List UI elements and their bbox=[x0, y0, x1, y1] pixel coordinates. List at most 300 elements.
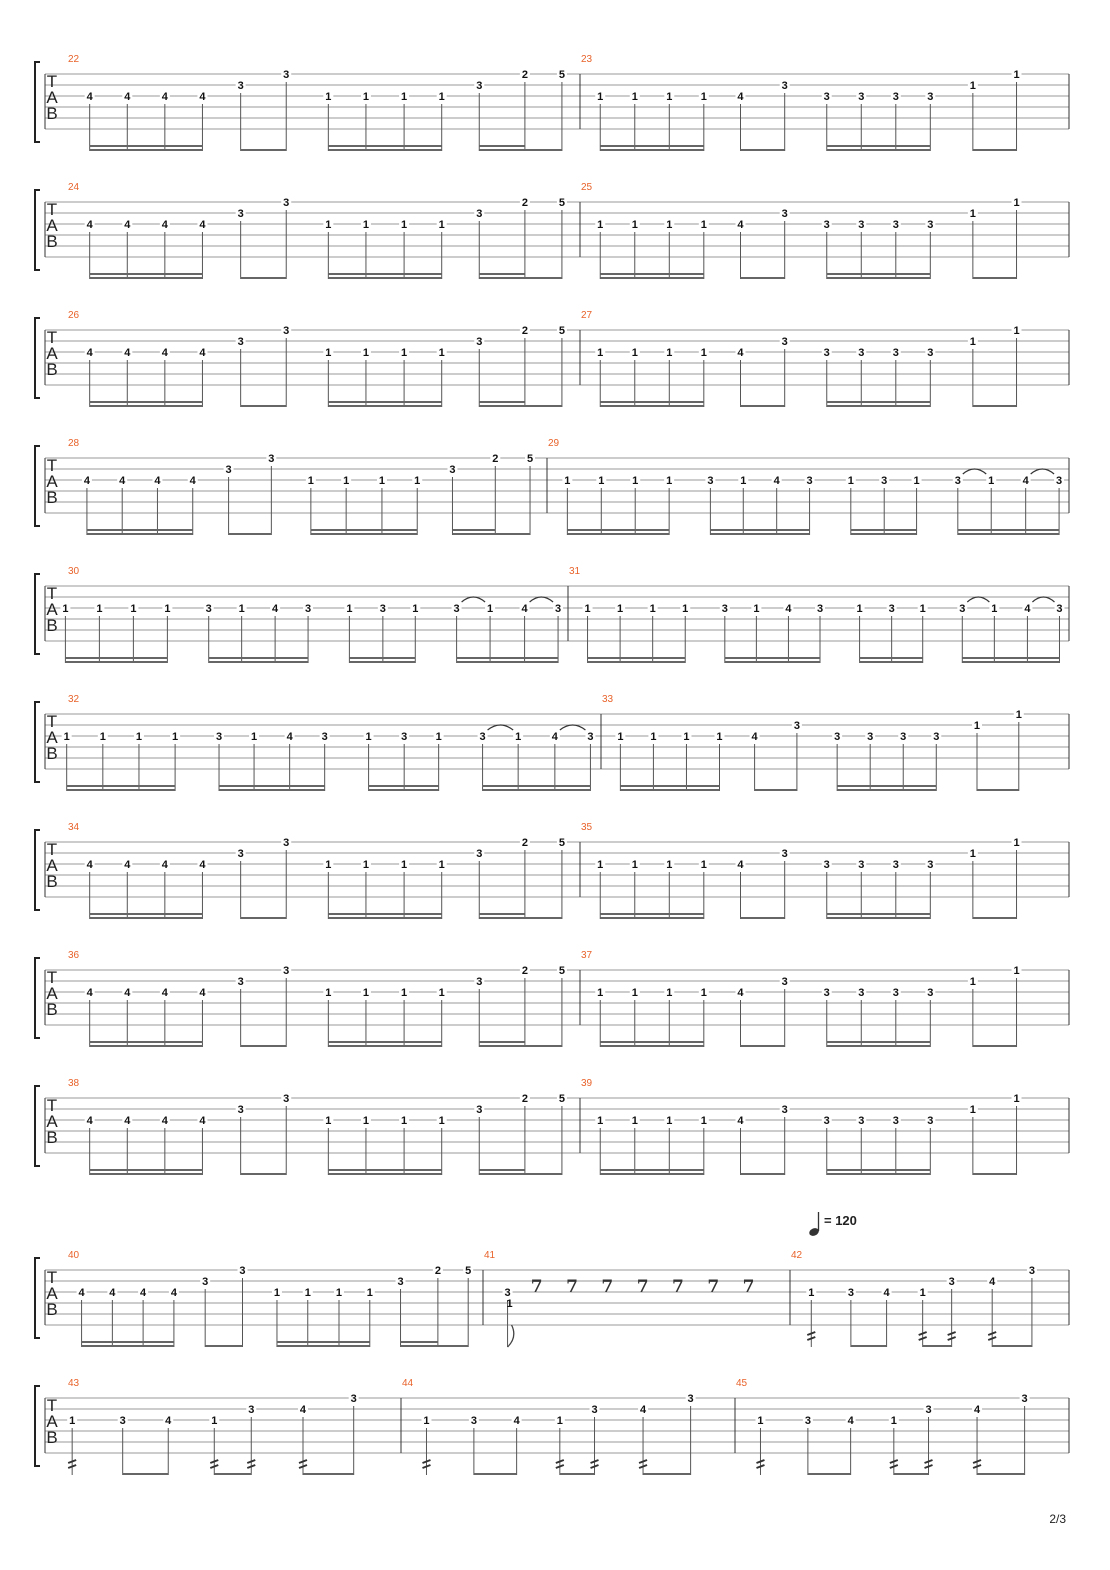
tab-clef-letter: A bbox=[46, 344, 58, 363]
fret-number: 1 bbox=[597, 859, 604, 871]
fret-number: 3 bbox=[858, 1115, 865, 1127]
fret-number: 1 bbox=[808, 1287, 815, 1299]
tab-system bbox=[35, 950, 1069, 1047]
beam bbox=[479, 1169, 525, 1171]
fret-number: 3 bbox=[350, 1393, 357, 1405]
beam bbox=[479, 405, 562, 407]
fret-number: 3 bbox=[858, 347, 865, 359]
tab-clef-letter: A bbox=[46, 1112, 58, 1131]
beam bbox=[479, 273, 525, 275]
fret-number: 3 bbox=[892, 1115, 899, 1127]
fret-number: 2 bbox=[521, 1093, 528, 1105]
fret-number: 3 bbox=[954, 475, 961, 487]
beam bbox=[479, 401, 525, 403]
fret-number: 3 bbox=[933, 731, 940, 743]
beam bbox=[725, 661, 820, 663]
fret-number: 3 bbox=[793, 720, 800, 732]
fret-number: 3 bbox=[858, 219, 865, 231]
measure-number: 34 bbox=[68, 822, 80, 833]
fret-number: 1 bbox=[913, 475, 920, 487]
tie bbox=[963, 469, 986, 474]
fret-number: 4 bbox=[199, 219, 206, 231]
fret-number: 3 bbox=[823, 219, 830, 231]
beam bbox=[710, 533, 809, 535]
fret-number: 3 bbox=[283, 325, 290, 337]
beam bbox=[241, 917, 287, 919]
beam bbox=[973, 277, 1017, 279]
beam bbox=[620, 789, 719, 791]
fret-number: 3 bbox=[1056, 603, 1063, 615]
beam bbox=[725, 657, 820, 659]
beam bbox=[328, 145, 441, 147]
fret-number: 1 bbox=[304, 1287, 311, 1299]
beam bbox=[600, 277, 704, 279]
fret-number: 1 bbox=[683, 731, 690, 743]
fret-number: 4 bbox=[124, 219, 131, 231]
fret-number: 5 bbox=[558, 197, 565, 209]
beam bbox=[219, 789, 325, 791]
eighth-rest-icon: 7 bbox=[636, 1277, 649, 1297]
fret-number: 3 bbox=[476, 208, 483, 220]
beam bbox=[328, 405, 441, 407]
beam bbox=[328, 149, 441, 151]
tab-system bbox=[35, 438, 1069, 535]
fret-number: 3 bbox=[379, 603, 386, 615]
fret-number: 1 bbox=[700, 219, 707, 231]
fret-number: 1 bbox=[973, 720, 981, 732]
tab-clef-letter: B bbox=[46, 872, 58, 891]
fret-number: 4 bbox=[551, 731, 558, 743]
tremolo-slash bbox=[807, 1332, 815, 1335]
measure-number: 30 bbox=[68, 566, 80, 577]
fret-number: 1 bbox=[666, 475, 673, 487]
beam bbox=[311, 533, 417, 535]
fret-number: 3 bbox=[470, 1415, 477, 1427]
fret-number: 1 bbox=[412, 603, 419, 615]
tab-clef-letter: A bbox=[46, 1412, 58, 1431]
beam bbox=[90, 277, 203, 279]
beam bbox=[827, 273, 931, 275]
beam bbox=[219, 785, 325, 787]
beam bbox=[851, 1345, 887, 1347]
tremolo-slash bbox=[890, 1465, 898, 1468]
fret-number: 1 bbox=[969, 1104, 976, 1116]
fret-number: 1 bbox=[438, 347, 445, 359]
beam bbox=[90, 1045, 203, 1047]
fret-number: 4 bbox=[1024, 603, 1031, 615]
fret-number: 1 bbox=[506, 1298, 513, 1310]
fret-number: 4 bbox=[737, 347, 744, 359]
system-bracket bbox=[35, 1086, 40, 1166]
fret-number: 3 bbox=[305, 603, 312, 615]
beam bbox=[740, 1045, 784, 1047]
beam bbox=[483, 789, 591, 791]
beam bbox=[483, 785, 591, 787]
beam bbox=[241, 277, 287, 279]
fret-number: 1 bbox=[362, 987, 370, 999]
fret-number: 3 bbox=[587, 731, 594, 743]
tab-clef-letter: T bbox=[46, 1268, 58, 1287]
tremolo-slash bbox=[591, 1465, 599, 1468]
beam bbox=[90, 1169, 203, 1171]
fret-number: 3 bbox=[237, 208, 244, 220]
fret-number: 3 bbox=[892, 91, 899, 103]
fret-number: 4 bbox=[299, 1404, 307, 1416]
fret-number: 4 bbox=[189, 475, 196, 487]
fret-number: 1 bbox=[438, 987, 445, 999]
measure-number: 36 bbox=[68, 950, 80, 961]
beam bbox=[588, 661, 686, 663]
fret-number: 3 bbox=[781, 1104, 788, 1116]
beam bbox=[479, 913, 525, 915]
fret-number: 1 bbox=[597, 91, 604, 103]
fret-number: 3 bbox=[781, 208, 788, 220]
beam bbox=[827, 277, 931, 279]
tab-clef-letter: A bbox=[46, 856, 58, 875]
system-bracket bbox=[35, 958, 40, 1038]
tremolo-slash bbox=[973, 1465, 981, 1468]
measure-number: 33 bbox=[602, 694, 614, 705]
tempo-mark bbox=[808, 1212, 857, 1237]
beam bbox=[90, 917, 203, 919]
beam bbox=[973, 1045, 1017, 1047]
beam bbox=[87, 533, 193, 535]
measure-number: 31 bbox=[569, 566, 581, 577]
fret-number: 1 bbox=[335, 1287, 343, 1299]
fret-number: 1 bbox=[597, 219, 604, 231]
fret-number: 3 bbox=[555, 603, 562, 615]
fret-number: 1 bbox=[401, 1115, 408, 1127]
beam bbox=[474, 1473, 517, 1475]
fret-number: 1 bbox=[172, 731, 179, 743]
tab-system bbox=[35, 1250, 1069, 1347]
beam bbox=[600, 149, 704, 151]
fret-number: 4 bbox=[737, 859, 744, 871]
fret-number: 4 bbox=[86, 859, 93, 871]
tremolo-slash bbox=[299, 1465, 307, 1468]
beam bbox=[303, 1473, 354, 1475]
tie bbox=[1032, 597, 1054, 602]
fret-number: 3 bbox=[397, 1276, 404, 1288]
fret-number: 1 bbox=[325, 1115, 332, 1127]
measure bbox=[484, 1250, 754, 1347]
fret-number: 3 bbox=[283, 965, 290, 977]
beam bbox=[328, 917, 441, 919]
beam bbox=[328, 1173, 441, 1175]
tremolo-slash bbox=[556, 1460, 564, 1463]
eighth-rest-icon: 7 bbox=[707, 1277, 720, 1297]
fret-number: 1 bbox=[96, 603, 103, 615]
fret-number: 4 bbox=[989, 1276, 996, 1288]
measure bbox=[68, 54, 567, 151]
fret-number: 2 bbox=[521, 837, 528, 849]
fret-number: 3 bbox=[283, 69, 290, 81]
fret-number: 3 bbox=[927, 1115, 934, 1127]
measure-number: 23 bbox=[581, 54, 593, 65]
fret-number: 1 bbox=[325, 91, 332, 103]
beam bbox=[401, 1345, 469, 1347]
measure bbox=[68, 1078, 567, 1175]
beam bbox=[827, 1173, 931, 1175]
fret-number: 4 bbox=[199, 347, 206, 359]
system-bracket bbox=[35, 702, 40, 782]
measure-number: 43 bbox=[68, 1378, 80, 1389]
fret-number: 1 bbox=[617, 603, 624, 615]
fret-number: 3 bbox=[823, 1115, 830, 1127]
tremolo-slash bbox=[210, 1465, 218, 1468]
beam bbox=[827, 149, 931, 151]
beam bbox=[90, 149, 203, 151]
fret-number: 1 bbox=[238, 603, 245, 615]
fret-number: 1 bbox=[487, 603, 494, 615]
beam bbox=[620, 785, 719, 787]
fret-number: 4 bbox=[124, 859, 131, 871]
beam bbox=[567, 533, 669, 535]
beam bbox=[241, 1045, 287, 1047]
fret-number: 1 bbox=[740, 475, 747, 487]
fret-number: 2 bbox=[434, 1265, 441, 1277]
tab-clef-letter: T bbox=[46, 1396, 58, 1415]
beam bbox=[600, 401, 704, 403]
measure bbox=[581, 822, 1022, 919]
fret-number: 5 bbox=[558, 325, 565, 337]
fret-number: 3 bbox=[823, 347, 830, 359]
beam bbox=[452, 529, 495, 531]
beam bbox=[90, 405, 203, 407]
fret-number: 1 bbox=[969, 848, 976, 860]
measure bbox=[68, 182, 567, 279]
fret-number: 1 bbox=[988, 475, 995, 487]
beam bbox=[90, 1041, 203, 1043]
beam bbox=[860, 661, 923, 663]
fret-number: 1 bbox=[69, 1415, 76, 1427]
beam bbox=[600, 273, 704, 275]
fret-number: 3 bbox=[888, 603, 895, 615]
fret-number: 4 bbox=[83, 475, 90, 487]
tremolo-slash bbox=[68, 1460, 76, 1463]
beam bbox=[755, 789, 797, 791]
fret-number: 1 bbox=[856, 603, 863, 615]
beam bbox=[851, 529, 917, 531]
fret-number: 4 bbox=[773, 475, 780, 487]
tab-clef-letter: T bbox=[46, 584, 58, 603]
beam bbox=[90, 145, 203, 147]
beam bbox=[67, 789, 175, 791]
beam bbox=[923, 1345, 952, 1347]
fret-number: 1 bbox=[438, 859, 445, 871]
fret-number: 4 bbox=[86, 1115, 93, 1127]
tie bbox=[462, 597, 485, 602]
beam bbox=[600, 913, 704, 915]
fret-number: 3 bbox=[892, 987, 899, 999]
fret-number: 3 bbox=[687, 1393, 694, 1405]
tab-clef-letter: B bbox=[46, 744, 58, 763]
fret-number: 1 bbox=[564, 475, 571, 487]
tab-clef-letter: B bbox=[46, 232, 58, 251]
fret-number: 1 bbox=[890, 1415, 897, 1427]
beam bbox=[808, 1473, 851, 1475]
tab-system bbox=[35, 822, 1069, 919]
fret-number: 1 bbox=[969, 976, 976, 988]
fret-number: 3 bbox=[215, 731, 223, 743]
fret-number: 3 bbox=[900, 731, 907, 743]
fret-number: 3 bbox=[225, 464, 232, 476]
tremolo-slash bbox=[247, 1460, 255, 1463]
beam bbox=[205, 1345, 242, 1347]
tempo-label: = 120 bbox=[824, 1213, 857, 1228]
fret-number: 4 bbox=[883, 1287, 890, 1299]
beam bbox=[67, 785, 175, 787]
beam bbox=[600, 1173, 704, 1175]
fret-number: 4 bbox=[78, 1287, 85, 1299]
fret-number: 1 bbox=[135, 731, 143, 743]
beam bbox=[479, 277, 562, 279]
beam bbox=[479, 1041, 525, 1043]
beam bbox=[643, 1473, 691, 1475]
fret-number: 3 bbox=[927, 219, 934, 231]
measure bbox=[402, 1378, 696, 1475]
fret-number: 4 bbox=[161, 347, 168, 359]
fret-number: 1 bbox=[401, 347, 408, 359]
eighth-rest-icon: 7 bbox=[742, 1277, 755, 1297]
tremolo-slash bbox=[422, 1465, 430, 1468]
tab-clef-letter: T bbox=[46, 72, 58, 91]
fret-number: 4 bbox=[86, 987, 93, 999]
beam bbox=[600, 1045, 704, 1047]
fret-number: 5 bbox=[558, 1093, 565, 1105]
measure bbox=[68, 438, 535, 535]
beam bbox=[90, 401, 203, 403]
fret-number: 3 bbox=[401, 731, 408, 743]
fret-number: 3 bbox=[268, 453, 275, 465]
beam bbox=[214, 1473, 251, 1475]
beam bbox=[973, 405, 1017, 407]
beam bbox=[328, 1045, 441, 1047]
fret-number: 3 bbox=[858, 987, 865, 999]
beam bbox=[740, 917, 784, 919]
fret-number: 1 bbox=[346, 603, 353, 615]
fret-number: 1 bbox=[63, 731, 70, 743]
measure-number: 38 bbox=[68, 1078, 80, 1089]
beam bbox=[977, 1473, 1025, 1475]
tremolo-slash bbox=[925, 1460, 933, 1463]
fret-number: 1 bbox=[666, 987, 673, 999]
fret-number: 3 bbox=[823, 91, 830, 103]
fret-number: 3 bbox=[948, 1276, 955, 1288]
system-bracket bbox=[35, 1386, 40, 1466]
beam bbox=[837, 785, 936, 787]
fret-number: 1 bbox=[273, 1287, 281, 1299]
fret-number: 1 bbox=[631, 1115, 638, 1127]
beam bbox=[827, 401, 931, 403]
measure-number: 28 bbox=[68, 438, 80, 449]
beam bbox=[740, 405, 784, 407]
fret-number: 4 bbox=[124, 91, 131, 103]
tab-system bbox=[35, 694, 1069, 791]
fret-number: 1 bbox=[414, 475, 421, 487]
fret-number: 3 bbox=[892, 347, 899, 359]
beam bbox=[328, 913, 441, 915]
beam bbox=[241, 149, 287, 151]
beam bbox=[457, 661, 558, 663]
beam bbox=[90, 1173, 203, 1175]
tab-system bbox=[35, 1378, 1069, 1475]
fret-number: 3 bbox=[707, 475, 714, 487]
beam bbox=[479, 1173, 562, 1175]
tab-clef-letter: T bbox=[46, 200, 58, 219]
fret-number: 3 bbox=[591, 1404, 598, 1416]
fret-number: 1 bbox=[401, 91, 408, 103]
beam bbox=[851, 533, 917, 535]
beam bbox=[328, 401, 441, 403]
measure bbox=[548, 438, 1064, 535]
note-flag bbox=[508, 1325, 514, 1347]
fret-number: 3 bbox=[925, 1404, 932, 1416]
measure bbox=[68, 310, 567, 407]
fret-number: 3 bbox=[449, 464, 456, 476]
fret-number: 1 bbox=[438, 1115, 445, 1127]
fret-number: 3 bbox=[804, 1415, 811, 1427]
beam bbox=[740, 277, 784, 279]
fret-number: 3 bbox=[816, 603, 824, 615]
fret-number: 3 bbox=[892, 859, 899, 871]
tab-clef-letter: T bbox=[46, 328, 58, 347]
fret-number: 1 bbox=[632, 475, 639, 487]
system-bracket bbox=[35, 574, 40, 654]
beam bbox=[479, 917, 562, 919]
tab-clef-letter: A bbox=[46, 600, 58, 619]
fret-number: 4 bbox=[161, 219, 168, 231]
beam bbox=[827, 405, 931, 407]
beam bbox=[349, 657, 415, 659]
system-bracket bbox=[35, 1258, 40, 1338]
tremolo-slash bbox=[948, 1332, 956, 1335]
fret-number: 1 bbox=[1013, 965, 1020, 977]
measure bbox=[791, 1250, 1037, 1347]
measure bbox=[602, 694, 1024, 791]
fret-number: 3 bbox=[1028, 1265, 1035, 1277]
fret-number: 1 bbox=[164, 603, 171, 615]
fret-number: 4 bbox=[1022, 475, 1029, 487]
fret-number: 1 bbox=[362, 859, 370, 871]
measure bbox=[68, 950, 567, 1047]
measure bbox=[62, 694, 596, 791]
beam bbox=[962, 657, 1059, 659]
fret-number: 3 bbox=[476, 848, 483, 860]
tremolo-slash bbox=[68, 1465, 76, 1468]
beam bbox=[209, 657, 308, 659]
tab-clef-letter: B bbox=[46, 1000, 58, 1019]
beam bbox=[65, 657, 167, 659]
fret-number: 3 bbox=[237, 336, 244, 348]
tab-system bbox=[35, 566, 1069, 663]
fret-number: 3 bbox=[237, 1104, 244, 1116]
fret-number: 4 bbox=[124, 347, 131, 359]
fret-number: 1 bbox=[597, 987, 604, 999]
measure-number: 40 bbox=[68, 1250, 80, 1261]
fret-number: 1 bbox=[438, 219, 445, 231]
system-bracket bbox=[35, 446, 40, 526]
fret-number: 2 bbox=[492, 453, 499, 465]
system-bracket bbox=[35, 190, 40, 270]
beam bbox=[962, 661, 1059, 663]
fret-number: 4 bbox=[86, 91, 93, 103]
fret-number: 1 bbox=[617, 731, 624, 743]
fret-number: 1 bbox=[362, 91, 370, 103]
fret-number: 1 bbox=[666, 347, 673, 359]
fret-number: 1 bbox=[666, 859, 673, 871]
beam bbox=[600, 405, 704, 407]
